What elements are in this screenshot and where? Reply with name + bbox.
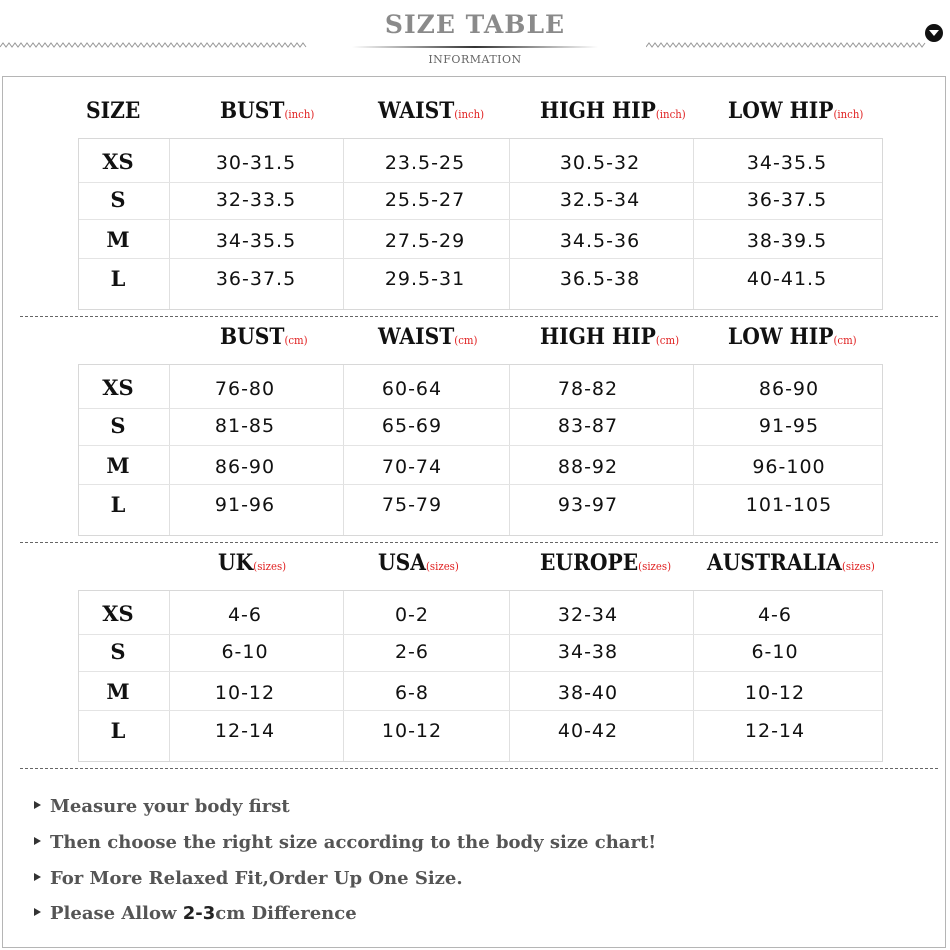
column-unit: (inch) <box>655 108 686 121</box>
column-unit: (inch) <box>454 108 485 121</box>
column-header <box>378 98 484 124</box>
column-header <box>540 550 671 576</box>
note-text-prefix: Please Allow <box>50 903 183 924</box>
column-header <box>378 324 477 350</box>
table-cell: 36-37.5 <box>215 268 297 290</box>
row-size-label: M <box>106 679 130 704</box>
row-size-label: S <box>110 187 126 212</box>
column-label: LOW HIP <box>728 98 834 124</box>
table-cell: 70-74 <box>381 456 443 478</box>
page-title: SIZE TABLE <box>384 10 566 39</box>
row-size-label: M <box>106 453 130 478</box>
zigzag-divider-right <box>646 42 926 48</box>
column-unit: (cm) <box>284 334 308 347</box>
column-label: HIGH HIP <box>540 324 656 350</box>
row-size-label: L <box>110 492 126 517</box>
chevron-down-circle-icon[interactable] <box>925 24 943 42</box>
note-item <box>34 868 463 889</box>
column-label: AUSTRALIA <box>707 550 842 576</box>
column-label: USA <box>378 550 426 576</box>
table-cell: 78-82 <box>557 378 619 400</box>
column-unit: (cm) <box>833 334 857 347</box>
column-unit: (cm) <box>454 334 478 347</box>
table-cell: 81-85 <box>214 415 276 437</box>
table-cell: 38-39.5 <box>746 230 828 252</box>
table-cell: 83-87 <box>557 415 619 437</box>
title-underline <box>352 46 598 48</box>
table-cell: 30.5-32 <box>559 152 641 174</box>
column-header <box>218 550 286 576</box>
column-unit: (sizes) <box>253 560 287 573</box>
table-cell: 6-10 <box>221 641 269 663</box>
column-label: BUST <box>220 98 285 124</box>
column-label: HIGH HIP <box>540 98 656 124</box>
table-cell: 86-90 <box>214 456 276 478</box>
row-size-label: XS <box>102 601 134 626</box>
column-header <box>220 98 314 124</box>
table-cell: 32-34 <box>557 604 619 626</box>
table-cell: 34.5-36 <box>559 230 641 252</box>
table-cell: 6-8 <box>394 682 430 704</box>
table-cell: 10-12 <box>214 682 276 704</box>
column-label: EUROPE <box>540 550 639 576</box>
column-header <box>728 324 857 350</box>
table-cell: 12-14 <box>744 720 806 742</box>
note-text-value: 2-3 <box>182 903 216 924</box>
table-cell: 4-6 <box>227 604 263 626</box>
column-header <box>378 550 459 576</box>
column-header <box>707 550 875 576</box>
column-label: BUST <box>220 324 285 350</box>
column-unit: (sizes) <box>638 560 672 573</box>
table-cell: 30-31.5 <box>215 152 297 174</box>
table-cell: 12-14 <box>214 720 276 742</box>
note-item <box>34 796 290 817</box>
table-cell: 65-69 <box>381 415 443 437</box>
table-cell: 38-40 <box>557 682 619 704</box>
table-cell: 91-95 <box>758 415 820 437</box>
table-cell: 34-38 <box>557 641 619 663</box>
table-cell: 6-10 <box>751 641 799 663</box>
column-label: LOW HIP <box>728 324 834 350</box>
table-cell: 93-97 <box>557 494 619 516</box>
bullet-arrow-icon <box>34 801 41 809</box>
table-cell: 2-6 <box>394 641 430 663</box>
column-label: UK <box>218 550 254 576</box>
table-cell: 34-35.5 <box>746 152 828 174</box>
table-cell: 40-42 <box>557 720 619 742</box>
note-text: For More Relaxed Fit,Order Up One Size. <box>50 868 463 889</box>
row-size-label: L <box>110 718 126 743</box>
table-cell: 10-12 <box>744 682 806 704</box>
table-cell: 10-12 <box>381 720 443 742</box>
section-divider <box>20 316 938 317</box>
table-cell: 101-105 <box>745 494 833 516</box>
note-text-suffix: cm Difference <box>215 903 357 924</box>
bullet-arrow-icon <box>34 837 41 845</box>
column-unit: (inch) <box>833 108 864 121</box>
row-size-label: S <box>110 413 126 438</box>
row-size-label: S <box>110 639 126 664</box>
bullet-arrow-icon <box>34 908 41 916</box>
column-unit: (sizes) <box>841 560 875 573</box>
note-text: Measure your body first <box>50 796 290 817</box>
column-header <box>220 324 308 350</box>
column-header <box>540 98 686 124</box>
table-cell: 60-64 <box>381 378 443 400</box>
section-divider <box>20 542 938 543</box>
note-item <box>34 903 357 924</box>
table-cell: 91-96 <box>214 494 276 516</box>
row-size-label: M <box>106 227 130 252</box>
table-cell: 0-2 <box>394 604 430 626</box>
table-cell: 4-6 <box>757 604 793 626</box>
table-cell: 36.5-38 <box>559 268 641 290</box>
table-cell: 86-90 <box>758 378 820 400</box>
bullet-arrow-icon <box>34 873 41 881</box>
table-cell: 36-37.5 <box>746 189 828 211</box>
column-unit: (cm) <box>655 334 680 347</box>
column-header <box>728 98 863 124</box>
row-size-label: L <box>110 266 126 291</box>
zigzag-divider-left <box>0 42 308 48</box>
table-cell: 75-79 <box>381 494 443 516</box>
table-cell: 29.5-31 <box>384 268 466 290</box>
column-header <box>540 324 679 350</box>
table-cell: 27.5-29 <box>384 230 466 252</box>
page-subtitle: INFORMATION <box>428 53 522 66</box>
section-divider <box>20 768 938 769</box>
table-cell: 88-92 <box>557 456 619 478</box>
table-cell: 23.5-25 <box>384 152 466 174</box>
column-unit: (inch) <box>284 108 315 121</box>
note-item <box>34 832 656 853</box>
column-label: WAIST <box>378 324 455 350</box>
row-size-label: XS <box>102 375 134 400</box>
size-column-header: SIZE <box>86 98 141 124</box>
table-cell: 25.5-27 <box>384 189 466 211</box>
table-cell: 40-41.5 <box>746 268 828 290</box>
column-unit: (sizes) <box>425 560 459 573</box>
table-cell: 32.5-34 <box>559 189 641 211</box>
table-cell: 76-80 <box>214 378 276 400</box>
column-label: WAIST <box>378 98 455 124</box>
table-cell: 32-33.5 <box>215 189 297 211</box>
table-cell: 34-35.5 <box>215 230 297 252</box>
row-size-label: XS <box>102 149 134 174</box>
table-cell: 96-100 <box>752 456 826 478</box>
note-text: Then choose the right size according to the body size chart! <box>50 832 657 853</box>
